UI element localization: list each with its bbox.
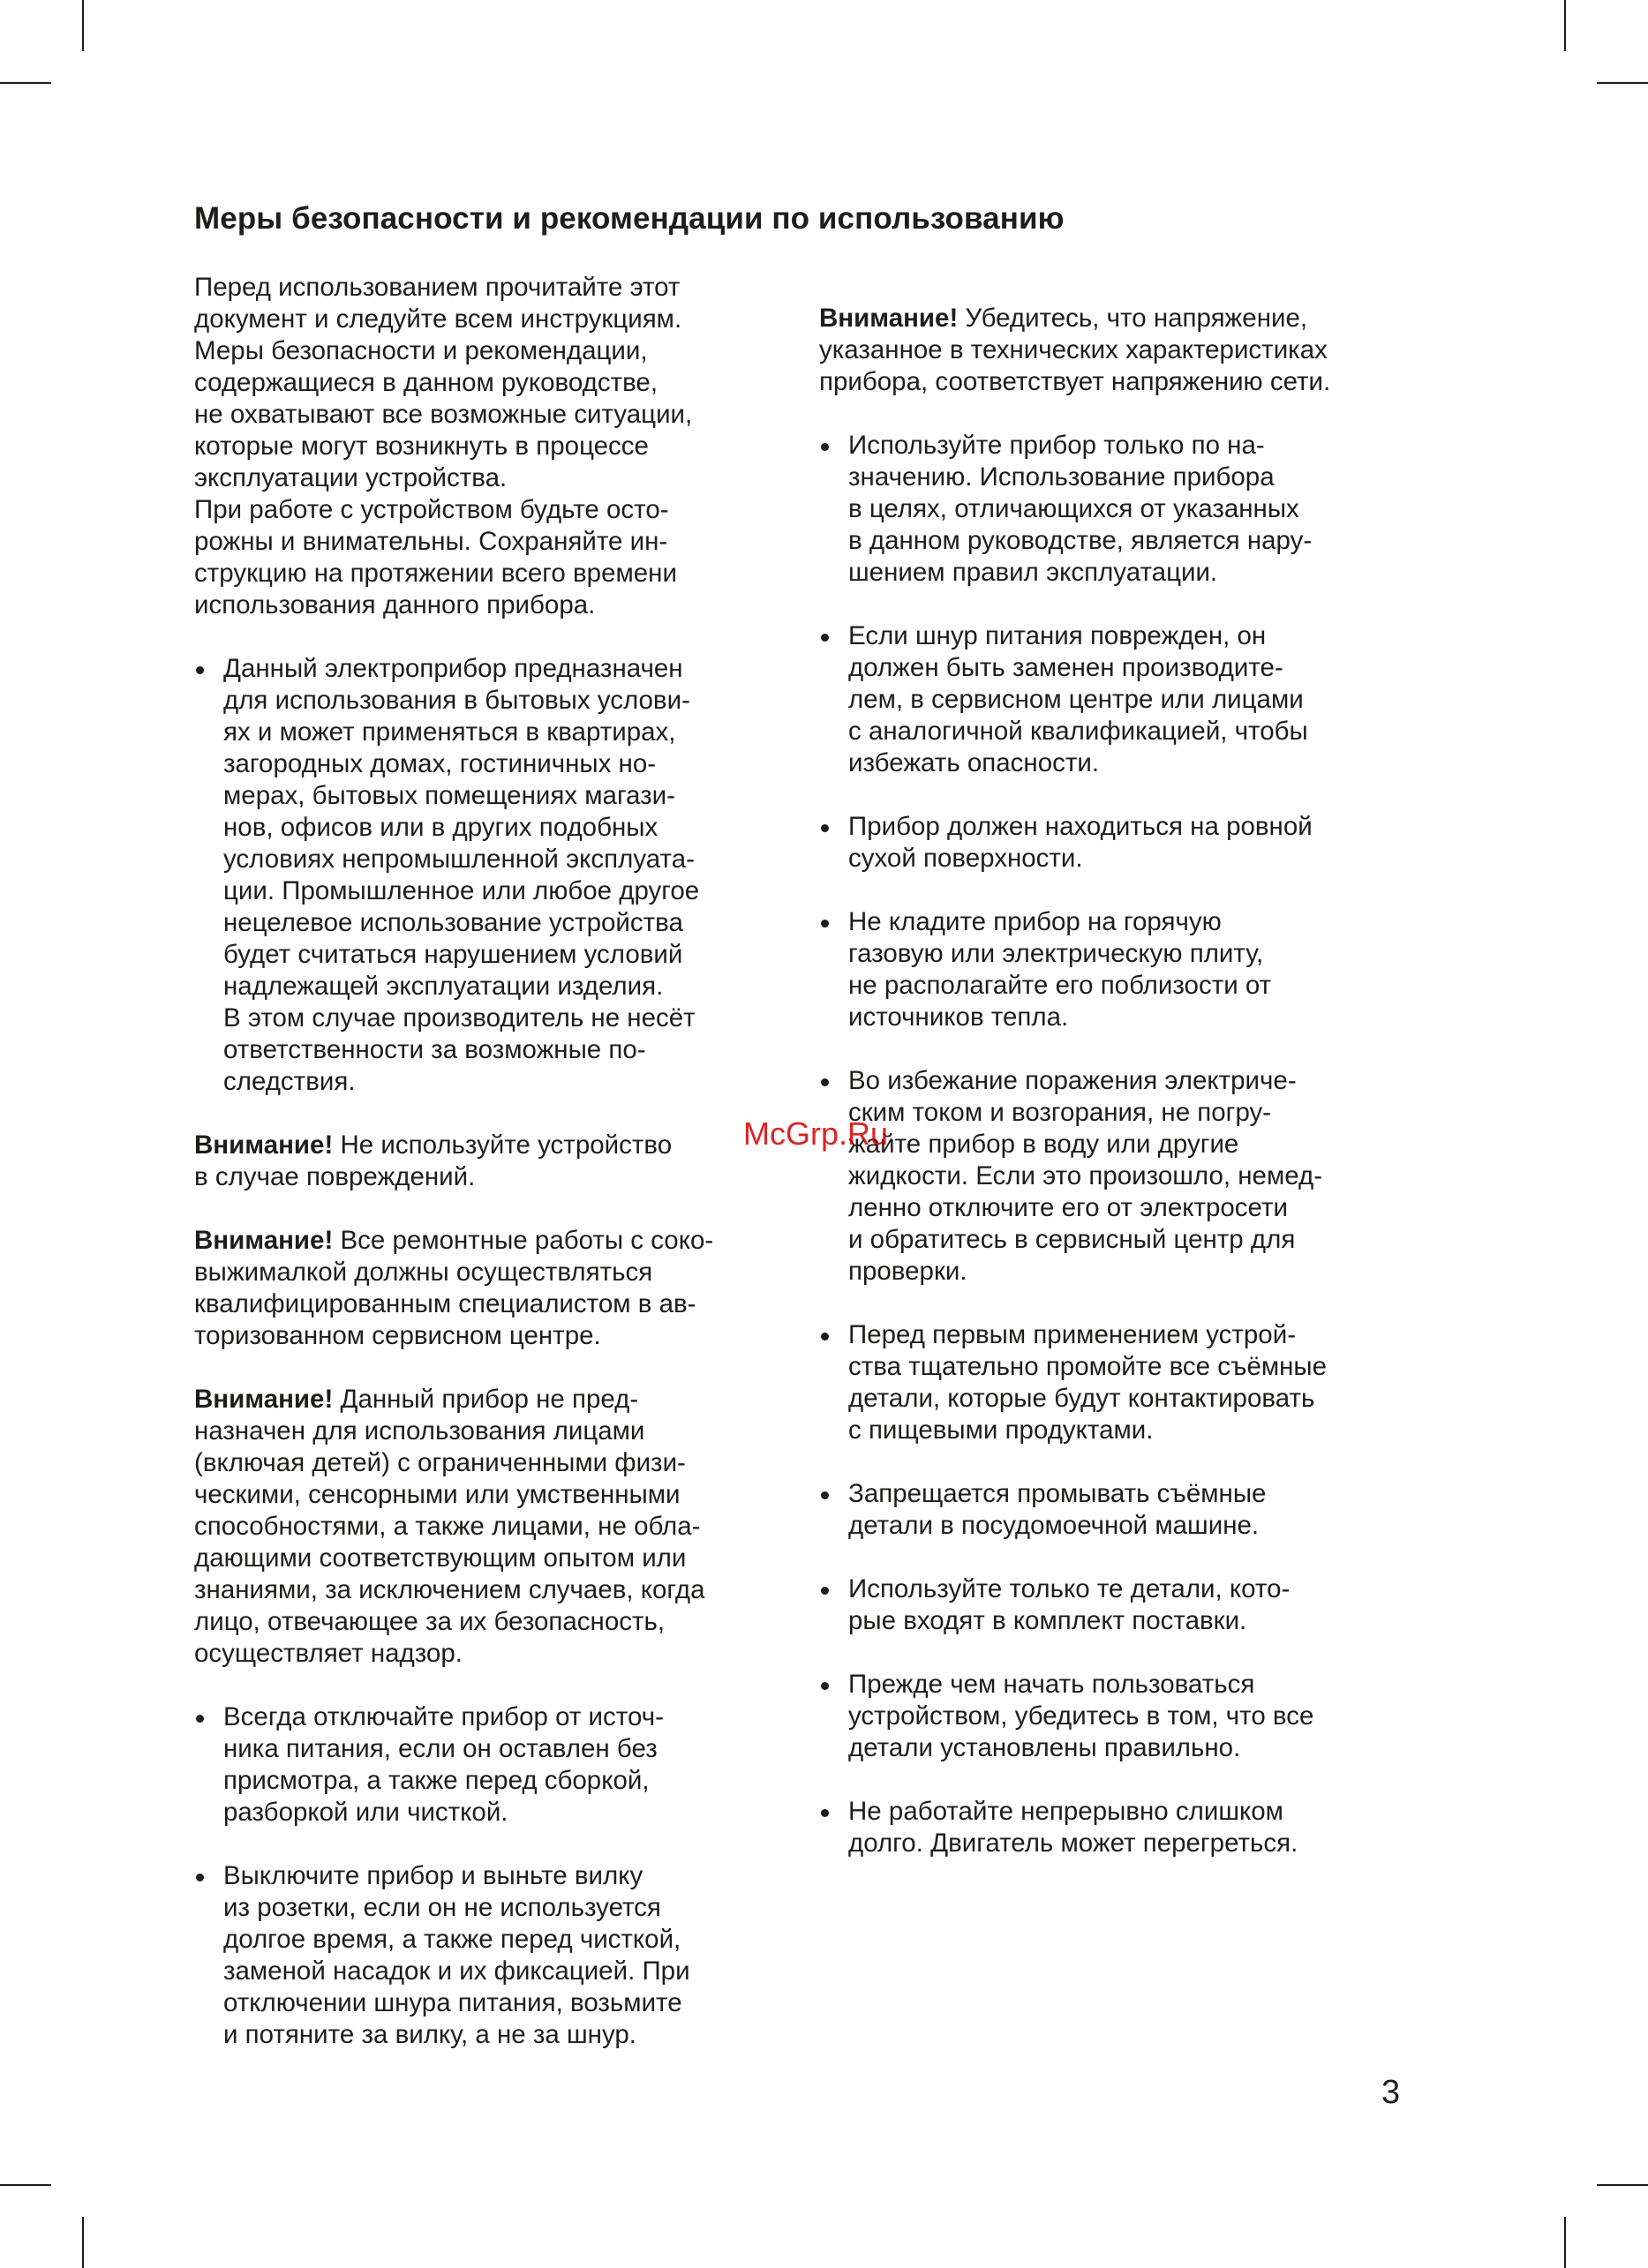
crop-mark xyxy=(1564,0,1566,51)
text-line: в случае повреждений. xyxy=(194,1162,476,1191)
text-line: Меры безопасности и рекомендации, xyxy=(194,336,648,365)
text-line: струкцию на протяжении всего времени xyxy=(194,559,677,588)
text-line: указанное в технических характеристиках xyxy=(819,335,1328,364)
bullet-icon xyxy=(821,1491,829,1499)
warning-paragraph xyxy=(194,1225,794,1352)
text-line: прибора, соответствует напряжению сети. xyxy=(819,367,1331,396)
bullet-icon xyxy=(196,1874,204,1881)
text-line: Данный электроприбор предназначен xyxy=(223,654,683,683)
page-title: Меры безопасности и рекомендации по использованию xyxy=(194,201,1065,236)
text-line: Если шнур питания поврежден, он xyxy=(848,621,1267,650)
warning-text: Все ремонтные работы с соко- xyxy=(333,1226,714,1255)
text-line: выжималкой должны осуществляться xyxy=(194,1258,653,1287)
page-number: 3 xyxy=(1381,2074,1401,2111)
text-line: детали, которые будут контактировать xyxy=(848,1384,1315,1413)
text-line: источников тепла. xyxy=(848,1003,1069,1032)
text-line: которые могут возникнуть в процессе xyxy=(194,432,649,461)
text-line: и обратитесь в сервисный центр для xyxy=(848,1225,1296,1254)
text-line: ства тщательно промойте все съёмные xyxy=(848,1352,1328,1381)
warning-label: Внимание! xyxy=(194,1130,334,1160)
text-line: ответственности за возможные по- xyxy=(223,1035,646,1064)
text-line: не располагайте его поблизости от xyxy=(848,971,1272,1000)
text-line: избежать опасности. xyxy=(848,748,1100,777)
text-line: Не кладите прибор на горячую xyxy=(848,907,1222,936)
crop-mark xyxy=(82,0,84,51)
text-line: в данном руководстве, является нару- xyxy=(848,526,1313,555)
bullet-item xyxy=(194,1701,794,1829)
text-line: проверки. xyxy=(848,1257,967,1286)
warning-text: Не используйте устройство xyxy=(333,1130,673,1160)
text-line: (включая детей) с ограниченными физи- xyxy=(194,1448,686,1477)
warning-paragraph xyxy=(819,303,1437,398)
text-line: в целях, отличающихся от указанных xyxy=(848,494,1299,523)
text-line: присмотра, а также перед сборкой, xyxy=(223,1766,650,1795)
text-line: долго. Двигатель может перегреться. xyxy=(848,1829,1298,1858)
text-line: Перед использованием прочитайте этот xyxy=(194,273,681,302)
text-line: рые входят в комплект поставки. xyxy=(848,1606,1247,1635)
text-line: мерах, бытовых помещениях магази- xyxy=(223,781,675,810)
text-line: Во избежание поражения электриче- xyxy=(848,1066,1297,1095)
text-line: разборкой или чисткой. xyxy=(223,1798,508,1827)
bullet-item xyxy=(819,811,1437,875)
text-line xyxy=(819,303,1437,334)
text-line: ским током и возгорания, не погру- xyxy=(848,1098,1272,1127)
warning-label: Внимание! xyxy=(194,1385,334,1414)
text-line: торизованном сервисном центре. xyxy=(194,1321,601,1350)
bullet-icon xyxy=(821,1587,829,1595)
bullet-item xyxy=(194,653,794,1098)
text-line: следствия. xyxy=(223,1067,356,1096)
warning-paragraph xyxy=(194,1384,794,1670)
bullet-item xyxy=(819,1796,1437,1859)
bullet-icon xyxy=(821,443,829,451)
text-line: ях и может применяться в квартирах, xyxy=(223,717,676,747)
text-line: ленно отключите его от электросети xyxy=(848,1193,1288,1222)
text-line: должен быть заменен производите- xyxy=(848,653,1283,682)
text-line: лем, в сервисном центре или лицами xyxy=(848,685,1304,714)
text-line: Прибор должен находиться на ровной xyxy=(848,812,1313,841)
bullet-icon xyxy=(821,1809,829,1817)
bullet-icon xyxy=(821,1682,829,1690)
bullet-icon xyxy=(821,920,829,927)
text-line: способностями, а также лицами, не обла- xyxy=(194,1512,701,1541)
text-line: шением правил эксплуатации. xyxy=(848,558,1218,587)
warning-label: Внимание! xyxy=(194,1226,334,1255)
text-line: с пищевыми продуктами. xyxy=(848,1416,1154,1445)
text-line xyxy=(194,1225,794,1257)
bullet-icon xyxy=(196,666,204,674)
text-line: Прежде чем начать пользоваться xyxy=(848,1670,1255,1699)
left-column xyxy=(194,272,794,2051)
text-line: из розетки, если он не используется xyxy=(223,1893,661,1922)
text-line: газовую или электрическую плиту, xyxy=(848,939,1264,968)
text-line: значению. Использование прибора xyxy=(848,462,1275,492)
bullet-item xyxy=(819,1478,1437,1542)
crop-mark xyxy=(0,82,51,84)
text-line: лицо, отвечающее за их безопасность, xyxy=(194,1607,666,1636)
text-line: ника питания, если он оставлен без xyxy=(223,1734,658,1763)
bullet-item xyxy=(819,906,1437,1033)
text-line: условиях непромышленной эксплуата- xyxy=(223,845,695,874)
bullet-icon xyxy=(196,1715,204,1723)
crop-mark xyxy=(0,2184,51,2186)
bullet-item xyxy=(819,1573,1437,1637)
text-line: детали в посудомоечной машине. xyxy=(848,1511,1260,1540)
warning-paragraph xyxy=(194,1130,794,1193)
text-line: ции. Промышленное или любое другое xyxy=(223,876,700,905)
intro-paragraph xyxy=(194,272,794,621)
warning-label: Внимание! xyxy=(819,304,959,333)
text-line: осуществляет надзор. xyxy=(194,1639,463,1668)
bullet-item xyxy=(819,430,1437,589)
text-line: знаниями, за исключением случаев, когда xyxy=(194,1575,705,1604)
crop-mark xyxy=(1564,2217,1566,2268)
bullet-icon xyxy=(821,634,829,642)
text-line: Запрещается промывать съёмные xyxy=(848,1479,1267,1508)
bullet-item xyxy=(819,1065,1437,1288)
text-line: жидкости. Если это произошло, немед- xyxy=(848,1161,1323,1190)
text-line: Не работайте непрерывно слишком xyxy=(848,1797,1283,1826)
text-line: надлежащей эксплуатации изделия. xyxy=(223,972,664,1001)
text-line: не охватывают все возможные ситуации, xyxy=(194,400,693,429)
text-line: отключении шнура питания, возьмите xyxy=(223,1988,682,2017)
text-line: и потяните за вилку, а не за шнур. xyxy=(223,2020,636,2049)
crop-mark xyxy=(1597,82,1648,84)
warning-text: Данный прибор не пред- xyxy=(333,1385,639,1414)
text-line: При работе с устройством будьте осто- xyxy=(194,495,669,524)
text-line: долгое время, а также перед чисткой, xyxy=(223,1925,681,1954)
bullet-icon xyxy=(821,1078,829,1086)
text-line xyxy=(194,1384,794,1416)
bullet-icon xyxy=(821,1333,829,1341)
text-line: для использования в бытовых услови- xyxy=(223,686,690,715)
text-line: рожны и внимательны. Сохраняйте ин- xyxy=(194,527,668,556)
text-line: заменой насадок и их фиксацией. При xyxy=(223,1956,690,1986)
bullet-item xyxy=(819,1669,1437,1764)
text-line: жайте прибор в воду или другие xyxy=(848,1130,1239,1159)
crop-mark xyxy=(82,2217,84,2268)
text-line: Всегда отключайте прибор от источ- xyxy=(223,1702,664,1731)
text-line: эксплуатации устройства. xyxy=(194,463,508,492)
text-line: ческими, сенсорными или умственными xyxy=(194,1480,681,1509)
text-line: будет считаться нарушением условий xyxy=(223,940,683,969)
text-line: Используйте прибор только по на- xyxy=(848,431,1265,460)
text-line: Используйте только те детали, кото- xyxy=(848,1574,1291,1603)
bullet-icon xyxy=(821,824,829,832)
text-line: квалифицированным специалистом в ав- xyxy=(194,1289,696,1318)
text-line: устройством, убедитесь в том, что все xyxy=(848,1701,1314,1731)
text-line: В этом случае производитель не несёт xyxy=(223,1003,696,1033)
text-line xyxy=(194,1130,794,1161)
bullet-item xyxy=(819,1319,1437,1446)
text-line: документ и следуйте всем инструкциям. xyxy=(194,304,682,334)
bullet-item xyxy=(194,1860,794,2051)
text-line: сухой поверхности. xyxy=(848,844,1083,873)
warning-text: Убедитесь, что напряжение, xyxy=(958,304,1308,333)
text-line: детали установлены правильно. xyxy=(848,1733,1241,1762)
watermark: McGrp.Ru xyxy=(743,1115,889,1152)
text-line: загородных домах, гостиничных но- xyxy=(223,749,657,778)
bullet-item xyxy=(819,620,1437,779)
text-line: назначен для использования лицами xyxy=(194,1416,645,1446)
crop-mark xyxy=(1597,2184,1648,2186)
right-column xyxy=(819,303,1437,1859)
text-line: содержащиеся в данном руководстве, xyxy=(194,368,658,397)
text-line: нецелевое использование устройства xyxy=(223,908,683,937)
text-line: Выключите прибор и выньте вилку xyxy=(223,1861,643,1890)
text-line: дающими соответствующим опытом или xyxy=(194,1543,687,1573)
text-line: с аналогичной квалификацией, чтобы xyxy=(848,717,1308,746)
text-line: использования данного прибора. xyxy=(194,590,596,620)
text-line: нов, офисов или в других подобных xyxy=(223,813,658,842)
text-line: Перед первым применением устрой- xyxy=(848,1320,1297,1349)
